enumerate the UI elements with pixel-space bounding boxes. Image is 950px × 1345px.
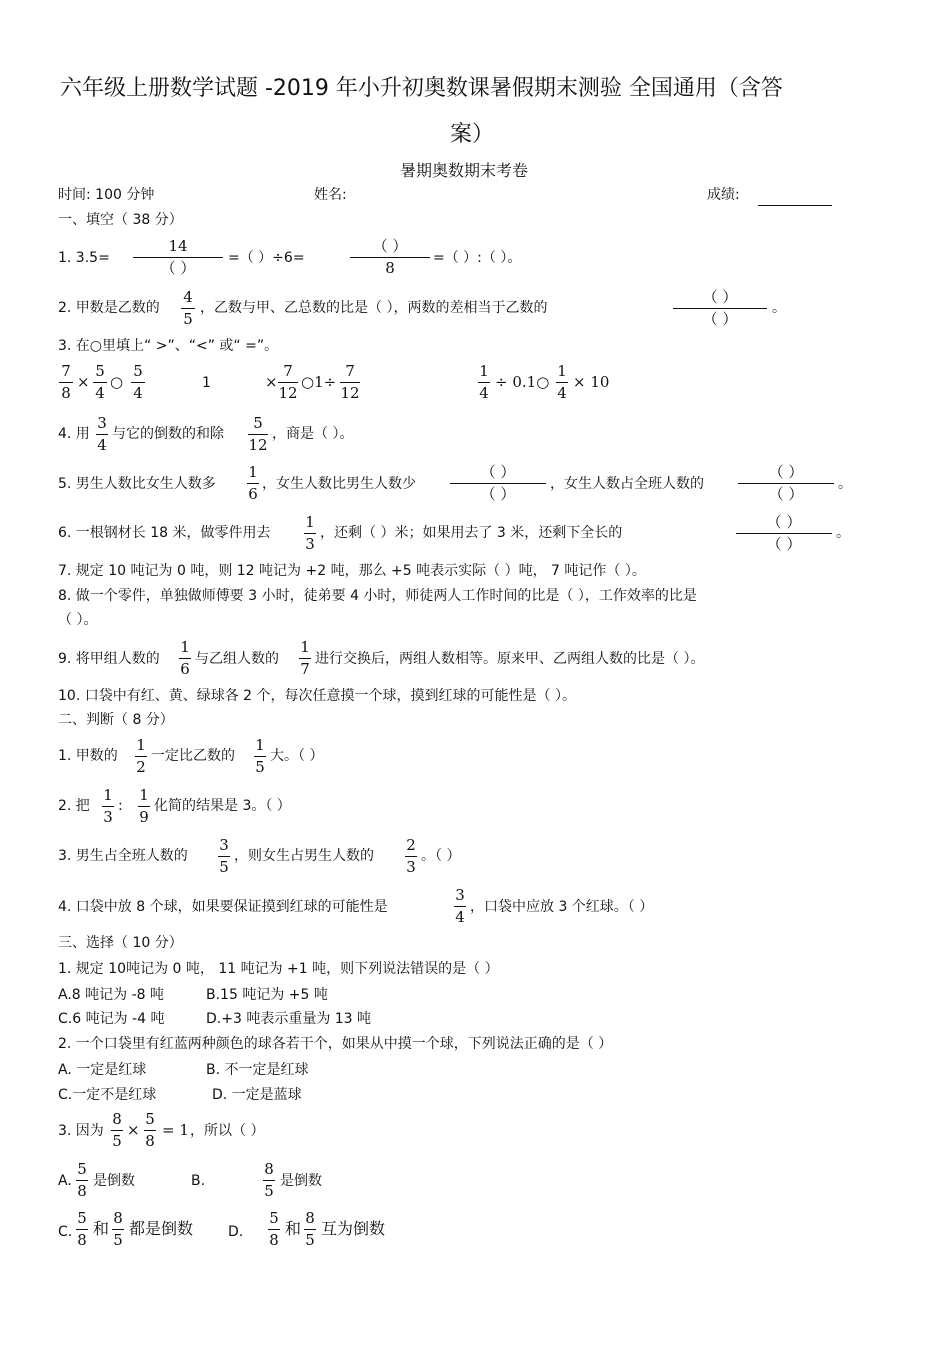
s1-q3-b-frac1: 7 12 xyxy=(278,362,298,402)
s1-q9-mid: 与乙组人数的 xyxy=(195,651,279,667)
s1-q3-a-times: × xyxy=(77,373,90,391)
s3-q3-option-b-frac: 8 5 xyxy=(264,1160,274,1200)
s1-q2-frac2: （ ） （ ） xyxy=(673,290,767,327)
section1-heading: 一、填空（ 38 分） xyxy=(58,212,183,228)
s3-q3-lead: 3. 因为 xyxy=(58,1123,104,1139)
s3-q3-option-d-frac1: 5 8 xyxy=(269,1209,279,1249)
s2-q4-tail: ，口袋中应放 3 个红球。（ ） xyxy=(470,899,654,915)
s1-q3-b-mid: ○1÷ xyxy=(301,373,337,391)
section3-heading: 三、选择（ 10 分） xyxy=(58,935,183,951)
s2-q2-lead: 2. 把 xyxy=(58,798,90,814)
s1-q1-lead: 1. 3.5= xyxy=(58,250,110,266)
s3-q3-option-a-frac: 5 8 xyxy=(77,1160,87,1200)
s3-q3-option-d-label: D. xyxy=(228,1224,244,1240)
s3-q3-option-c-text: 都是倒数 xyxy=(129,1219,194,1238)
s1-q3-b-frac2: 7 12 xyxy=(340,362,360,402)
s3-q1-option-c: C.6 吨记为 -4 吨 xyxy=(58,1011,165,1027)
s1-q10: 10. 口袋中有红、黄、绿球各 2 个，每次任意摸一个球，摸到红球的可能性是（ ）。 xyxy=(58,688,576,704)
s1-q1-frac2: （ ） 8 xyxy=(350,239,430,276)
s3-q3-option-d-text: 互为倒数 xyxy=(321,1219,386,1238)
s2-q3-frac1: 3 5 xyxy=(219,836,229,876)
s1-q8-line2: （ ）。 xyxy=(58,612,98,628)
s3-q3-option-b-label: B. xyxy=(191,1173,206,1189)
score-blank xyxy=(758,205,832,206)
s1-q2-mid: ，乙数与甲、乙总数的比是（ ），两数的差相当于乙数的 xyxy=(200,300,548,316)
s1-q5-tail: 。 xyxy=(838,476,852,492)
s3-q3-option-d-and: 和 xyxy=(285,1219,302,1238)
s2-q4-lead: 4. 口袋中放 8 个球，如果要保证摸到红球的可能性是 xyxy=(58,899,388,915)
s1-q3-a-circle: ○ xyxy=(110,373,124,391)
s3-q2-option-a: A. 一定是红球 xyxy=(58,1062,147,1078)
s1-q4-mid: 与它的倒数的和除 xyxy=(112,426,224,442)
student-name-label: 姓名: xyxy=(314,187,347,203)
s2-q2-frac1: 1 3 xyxy=(103,786,113,826)
s1-q7: 7. 规定 10 吨记为 0 吨，则 12 吨记为 +2 吨，那么 +5 吨表示实际（ ）吨， 7 吨记作（ ）。 xyxy=(58,563,646,579)
s1-q3-a-frac3: 5 4 xyxy=(131,364,145,401)
s1-q4-frac1: 3 4 xyxy=(97,414,107,454)
s2-q1-lead: 1. 甲数的 xyxy=(58,748,118,764)
s2-q2-frac2: 1 9 xyxy=(139,786,149,826)
s3-q3-option-c-frac1: 5 8 xyxy=(77,1209,87,1249)
s1-q3-c-frac2: 1 4 xyxy=(557,362,567,402)
s3-q3-option-c-and: 和 xyxy=(93,1219,110,1238)
s2-q2-colon: : xyxy=(118,798,123,814)
s3-q1: 1. 规定 10吨记为 0 吨， 11 吨记为 +1 吨，则下列说法错误的是（ ） xyxy=(58,961,499,977)
s1-q3-text: 3. 在○里填上“ >”、“<” 或“ =”。 xyxy=(58,338,279,354)
s1-q6-mid: ，还剩（ ）米；如果用去了 3 米，还剩下全长的 xyxy=(320,525,623,541)
s3-q2-option-d: D. 一定是蓝球 xyxy=(212,1087,302,1103)
s1-q9-frac1: 1 6 xyxy=(180,638,190,678)
score-label: 成绩: xyxy=(707,187,740,203)
s1-q2-lead: 2. 甲数是乙数的 xyxy=(58,300,160,316)
s2-q3-tail: 。（ ） xyxy=(421,848,461,864)
exam-time: 时间: 100 分钟 xyxy=(58,187,155,203)
s1-q9-tail: 进行交换后，两组人数相等。原来甲、乙两组人数的比是（ ）。 xyxy=(315,651,705,667)
s3-q1-option-b: B.15 吨记为 +5 吨 xyxy=(206,987,328,1003)
s1-q5-frac3: （ ） （ ） xyxy=(738,465,834,502)
s3-q3-option-a-text: 是倒数 xyxy=(93,1173,135,1189)
s3-q3-frac2: 5 8 xyxy=(145,1110,155,1150)
s1-q8-line1: 8. 做一个零件，单独做师傅要 3 小时，徒弟要 4 小时，师徒两人工作时间的比是（ ），工作效率的比是 xyxy=(58,588,697,604)
s1-q3-b-times: × xyxy=(265,373,278,391)
s1-q2-frac1: 4 5 xyxy=(181,290,195,327)
s1-q3-a-frac1: 7 8 xyxy=(59,364,73,401)
s1-q5-frac1: 1 6 xyxy=(248,463,258,503)
s1-q9-frac2: 1 7 xyxy=(300,638,310,678)
s1-q4-frac2: 5 12 xyxy=(248,414,268,454)
s2-q3-frac2: 2 3 xyxy=(406,836,416,876)
s1-q5-mid2: ，女生人数占全班人数的 xyxy=(550,476,704,492)
s1-q3-c-tail: × 10 xyxy=(573,373,610,391)
s1-q2-tail: 。 xyxy=(772,300,786,316)
s1-q3-a-frac2: 5 4 xyxy=(93,364,107,401)
doc-title-line1: 六年级上册数学试题 -2019 年小升初奥数课暑假期末测验 全国通用（含答 xyxy=(60,76,783,101)
s1-q1-frac1: 14 （ ） xyxy=(133,239,223,276)
s1-q1-tail: =（ ）:（ ）。 xyxy=(433,250,522,266)
s3-q3-tail: ，所以（ ） xyxy=(190,1123,265,1139)
s1-q4-tail: ，商是（ ）。 xyxy=(272,426,354,442)
s1-q3-b-one: 1 xyxy=(202,375,211,391)
s3-q3-frac1: 8 5 xyxy=(112,1110,122,1150)
s1-q4-lead: 4. 用 xyxy=(58,426,90,442)
s2-q3-lead: 3. 男生占全班人数的 xyxy=(58,848,188,864)
s3-q3-option-b-text: 是倒数 xyxy=(280,1173,322,1189)
s1-q1-mid: =（ ）÷6= xyxy=(228,250,305,266)
s1-q5-lead: 5. 男生人数比女生人数多 xyxy=(58,476,216,492)
section2-heading: 二、判断（ 8 分） xyxy=(58,712,174,728)
doc-title-line2: 案） xyxy=(450,122,495,147)
s2-q3-mid: ，则女生占男生人数的 xyxy=(234,848,374,864)
s1-q6-lead: 6. 一根钢材长 18 米，做零件用去 xyxy=(58,525,271,541)
s3-q2-option-b: B. 不一定是红球 xyxy=(206,1062,309,1078)
s1-q5-mid: ，女生人数比男生人数少 xyxy=(262,476,416,492)
s2-q2-tail: 化简的结果是 3。（ ） xyxy=(154,798,291,814)
s1-q6-frac1: 1 3 xyxy=(305,513,315,553)
s3-q3-option-d-frac2: 8 5 xyxy=(305,1209,315,1249)
s1-q3-c-frac1: 1 4 xyxy=(479,362,489,402)
s3-q3-option-c-frac2: 8 5 xyxy=(113,1209,123,1249)
s3-q3-times: × xyxy=(127,1121,140,1139)
s2-q1-tail: 大。（ ） xyxy=(270,748,324,764)
s2-q1-frac2: 1 5 xyxy=(255,736,265,776)
exam-name: 暑期奥数期末考卷 xyxy=(400,161,529,180)
s3-q3-option-a-label: A. xyxy=(58,1173,72,1189)
s3-q1-option-a: A.8 吨记为 -8 吨 xyxy=(58,987,164,1003)
s1-q5-frac2: （ ） （ ） xyxy=(450,465,546,502)
s1-q9-lead: 9. 将甲组人数的 xyxy=(58,651,160,667)
s3-q3-option-c-label: C. xyxy=(58,1224,73,1240)
s3-q3-eq: = 1 xyxy=(162,1121,189,1139)
s3-q2-option-c: C.一定不是红球 xyxy=(58,1087,157,1103)
s2-q4-frac1: 3 4 xyxy=(455,886,465,926)
s1-q6-tail: 。 xyxy=(836,525,850,541)
s3-q1-option-d: D.+3 吨表示重量为 13 吨 xyxy=(206,1011,372,1027)
s1-q6-frac2: （ ） （ ） xyxy=(736,515,832,552)
s1-q3-c-mid: ÷ 0.1○ xyxy=(495,373,550,391)
s2-q1-mid: 一定比乙数的 xyxy=(151,748,235,764)
s3-q2: 2. 一个口袋里有红蓝两种颜色的球各若干个，如果从中摸一个球，下列说法正确的是（ ） xyxy=(58,1036,613,1052)
s2-q1-frac1: 1 2 xyxy=(136,736,146,776)
